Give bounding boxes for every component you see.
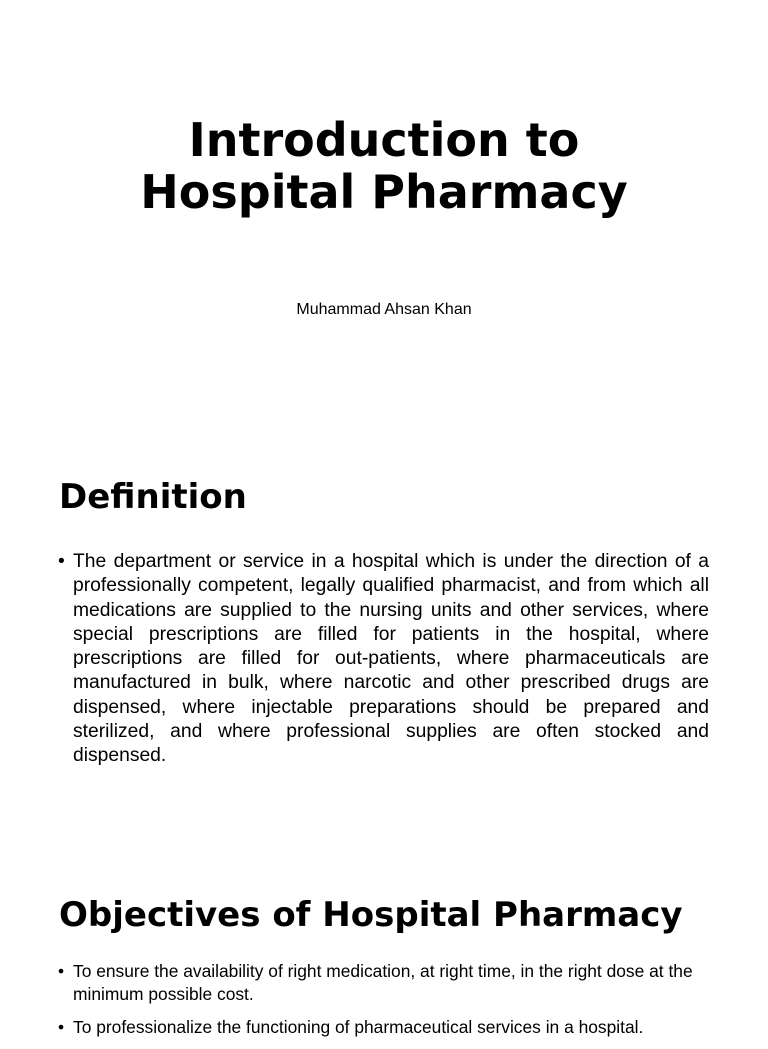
definition-slide — [0, 430, 768, 850]
title-line-2: Hospital Pharmacy — [140, 165, 628, 219]
definition-bullet-list — [57, 550, 709, 769]
bullet-icon: • — [58, 551, 65, 572]
bullet-icon: • — [58, 961, 65, 981]
objective-bullet — [57, 1016, 709, 1039]
definition-text: The department or service in a hospital which is under the direction of a professionally competent, legally qualified pharmacist, and from which all medications are supplied to the nursing units and other services, where special prescriptions are filled for patients in the hospital, where prescriptions are filled for out-patients, where pharmaceuticals are manufactured in bulk, where narcotic and other prescribed drugs are dispensed, where injectable preparations should be prepared and sterilized, and where professional supplies are often stocked and dispensed. — [73, 551, 709, 767]
definition-bullet — [57, 550, 709, 769]
objective-bullet — [57, 960, 709, 1006]
objectives-slide — [0, 850, 768, 1037]
definition-heading: Definition — [59, 477, 247, 517]
presentation-title — [0, 114, 768, 218]
objective-text: To professionalize the functioning of pharmaceutical services in a hospital. — [73, 1017, 644, 1037]
title-line-1: Introduction to — [188, 113, 580, 167]
objective-text: To ensure the availability of right medication, at right time, in the right dose at the minimum possible cost. — [73, 961, 693, 1004]
author-name: Muhammad Ahsan Khan — [296, 301, 472, 318]
title-slide — [0, 0, 768, 430]
objectives-bullet-list — [57, 960, 709, 1049]
bullet-icon: • — [58, 1017, 65, 1037]
objectives-heading: Objectives of Hospital Pharmacy — [59, 895, 683, 935]
